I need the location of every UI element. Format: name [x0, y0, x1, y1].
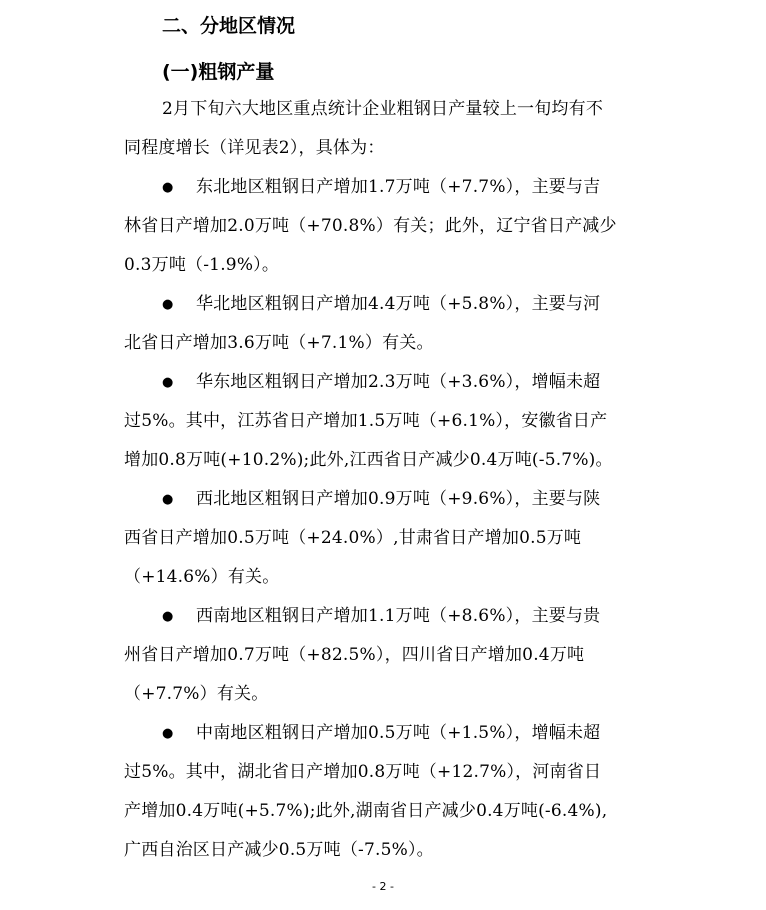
bullet-icon: ●	[162, 375, 174, 390]
text-line: 同程度增长（详见表2），具体为：	[124, 138, 385, 158]
text-line: 北省日产增加3.6万吨（+7.1%）有关。	[124, 333, 434, 353]
intro-paragraph	[124, 90, 644, 168]
text-line	[124, 597, 644, 636]
text-line	[124, 714, 644, 753]
text-line: 2月下旬六大地区重点统计企业粗钢日产量较上一旬均有不	[162, 99, 604, 119]
text-line: 西省日产增加0.5万吨（+24.0%）,甘肃省日产增加0.5万吨	[124, 528, 582, 548]
text-line	[124, 285, 644, 324]
page-number: - 2 -	[372, 880, 394, 893]
bullet-icon: ●	[162, 726, 174, 741]
bullet-icon: ●	[162, 297, 174, 312]
region-paragraph-northeast	[124, 168, 644, 285]
section-title: 二、分地区情况	[162, 15, 296, 37]
region-text: 西北地区粗钢日产增加0.9万吨（+9.6%），主要与陕	[196, 489, 601, 509]
bullet-icon: ●	[162, 492, 174, 507]
text-line: 州省日产增加0.7万吨（+82.5%），四川省日产增加0.4万吨	[124, 645, 585, 665]
region-text: 中南地区粗钢日产增加0.5万吨（+1.5%），增幅未超	[196, 723, 601, 743]
text-line: （+7.7%）有关。	[124, 684, 269, 704]
region-paragraph-east	[124, 363, 644, 480]
region-paragraph-central-south	[124, 714, 644, 870]
region-text: 西南地区粗钢日产增加1.1万吨（+8.6%），主要与贵	[196, 606, 601, 626]
text-line: 增加0.8万吨(+10.2%);此外,江西省日产减少0.4万吨(-5.7%)。	[124, 450, 613, 470]
text-line	[124, 363, 644, 402]
text-line: 林省日产增加2.0万吨（+70.8%）有关；此外，辽宁省日产减少	[124, 216, 617, 236]
region-text: 华东地区粗钢日产增加2.3万吨（+3.6%），增幅未超	[196, 372, 601, 392]
region-paragraph-southwest	[124, 597, 644, 714]
text-line: 产增加0.4万吨(+5.7%);此外,湖南省日产减少0.4万吨(-6.4%),	[124, 801, 608, 821]
region-text: 华北地区粗钢日产增加4.4万吨（+5.8%），主要与河	[196, 294, 601, 314]
subsection-title: (一)粗钢产量	[162, 61, 275, 83]
bullet-icon: ●	[162, 609, 174, 624]
text-line	[124, 168, 644, 207]
region-paragraph-north	[124, 285, 644, 363]
text-line	[124, 480, 644, 519]
text-line: （+14.6%）有关。	[124, 567, 280, 587]
region-text: 东北地区粗钢日产增加1.7万吨（+7.7%），主要与吉	[196, 177, 601, 197]
region-paragraph-northwest	[124, 480, 644, 597]
text-line: 过5%。其中，湖北省日产增加0.8万吨（+12.7%），河南省日	[124, 762, 602, 782]
text-line: 过5%。其中，江苏省日产增加1.5万吨（+6.1%），安徽省日产	[124, 411, 608, 431]
bullet-icon: ●	[162, 180, 174, 195]
text-line: 广西自治区日产减少0.5万吨（-7.5%）。	[124, 840, 434, 860]
text-line: 0.3万吨（-1.9%）。	[124, 255, 280, 275]
